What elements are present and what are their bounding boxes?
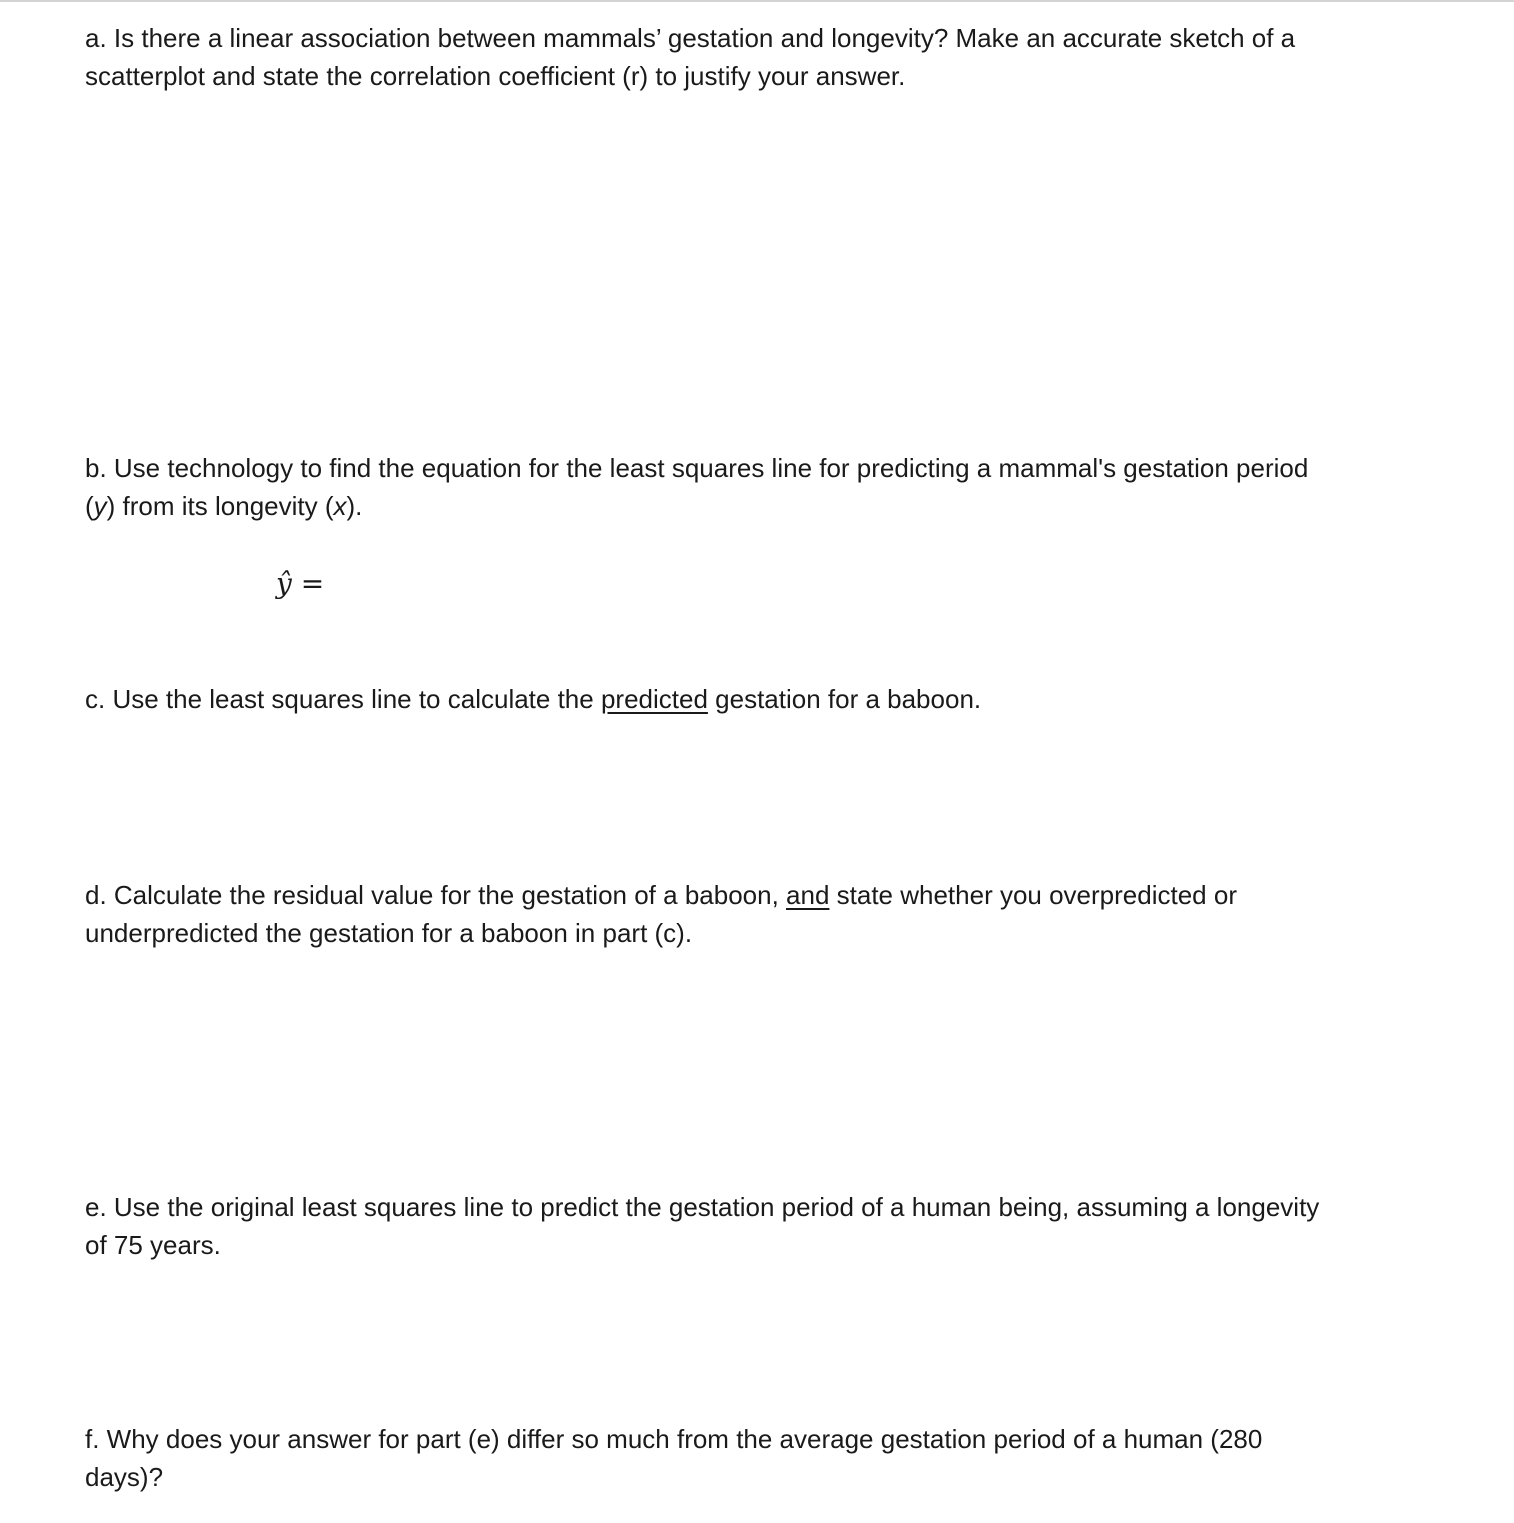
question-a: [85, 19, 1345, 95]
variable-x: x: [333, 491, 347, 521]
question-c-text-2: gestation for a baboon.: [707, 684, 982, 714]
question-c: [85, 680, 1345, 718]
question-e-text: e. Use the original least squares line to predict the gestation period of a human being, assuming a longevity of 75 years.: [85, 1192, 1320, 1260]
question-a-text: a. Is there a linear association between mammals’ gestation and longevity? Make an accurate sketch of a scatterplot and state the correlation coefficient (r) to justify your answer.: [85, 23, 1296, 91]
question-b-text-1: b. Use technology to find the equation for the least squares line for predicting a mammal's gestation period (: [85, 453, 1309, 521]
question-c-text-1: c. Use the least squares line to calculate the: [85, 684, 601, 714]
question-b-text-2: ) from its longevity (: [106, 491, 334, 521]
question-c-emphasis: predicted: [600, 684, 708, 714]
question-d-text-2: state whether you overpredicted or underpredicted the gestation for a baboon in part (c).: [85, 880, 1237, 948]
question-e: [85, 1188, 1345, 1264]
y-hat-symbol: ŷ: [276, 567, 292, 600]
question-d-text-1: d. Calculate the residual value for the gestation of a baboon,: [85, 880, 787, 910]
question-b: [85, 449, 1345, 525]
top-border: [0, 0, 1514, 2]
question-f-text: f. Why does your answer for part (e) differ so much from the average gestation period of a human (280 days)?: [85, 1424, 1263, 1492]
equals-sign: =: [291, 567, 325, 600]
question-d: [85, 876, 1345, 952]
regression-equation: [276, 564, 324, 604]
question-f: [85, 1420, 1345, 1496]
question-d-emphasis: and: [786, 880, 830, 910]
question-b-text-3: ).: [346, 491, 363, 521]
variable-y: y: [93, 491, 107, 521]
